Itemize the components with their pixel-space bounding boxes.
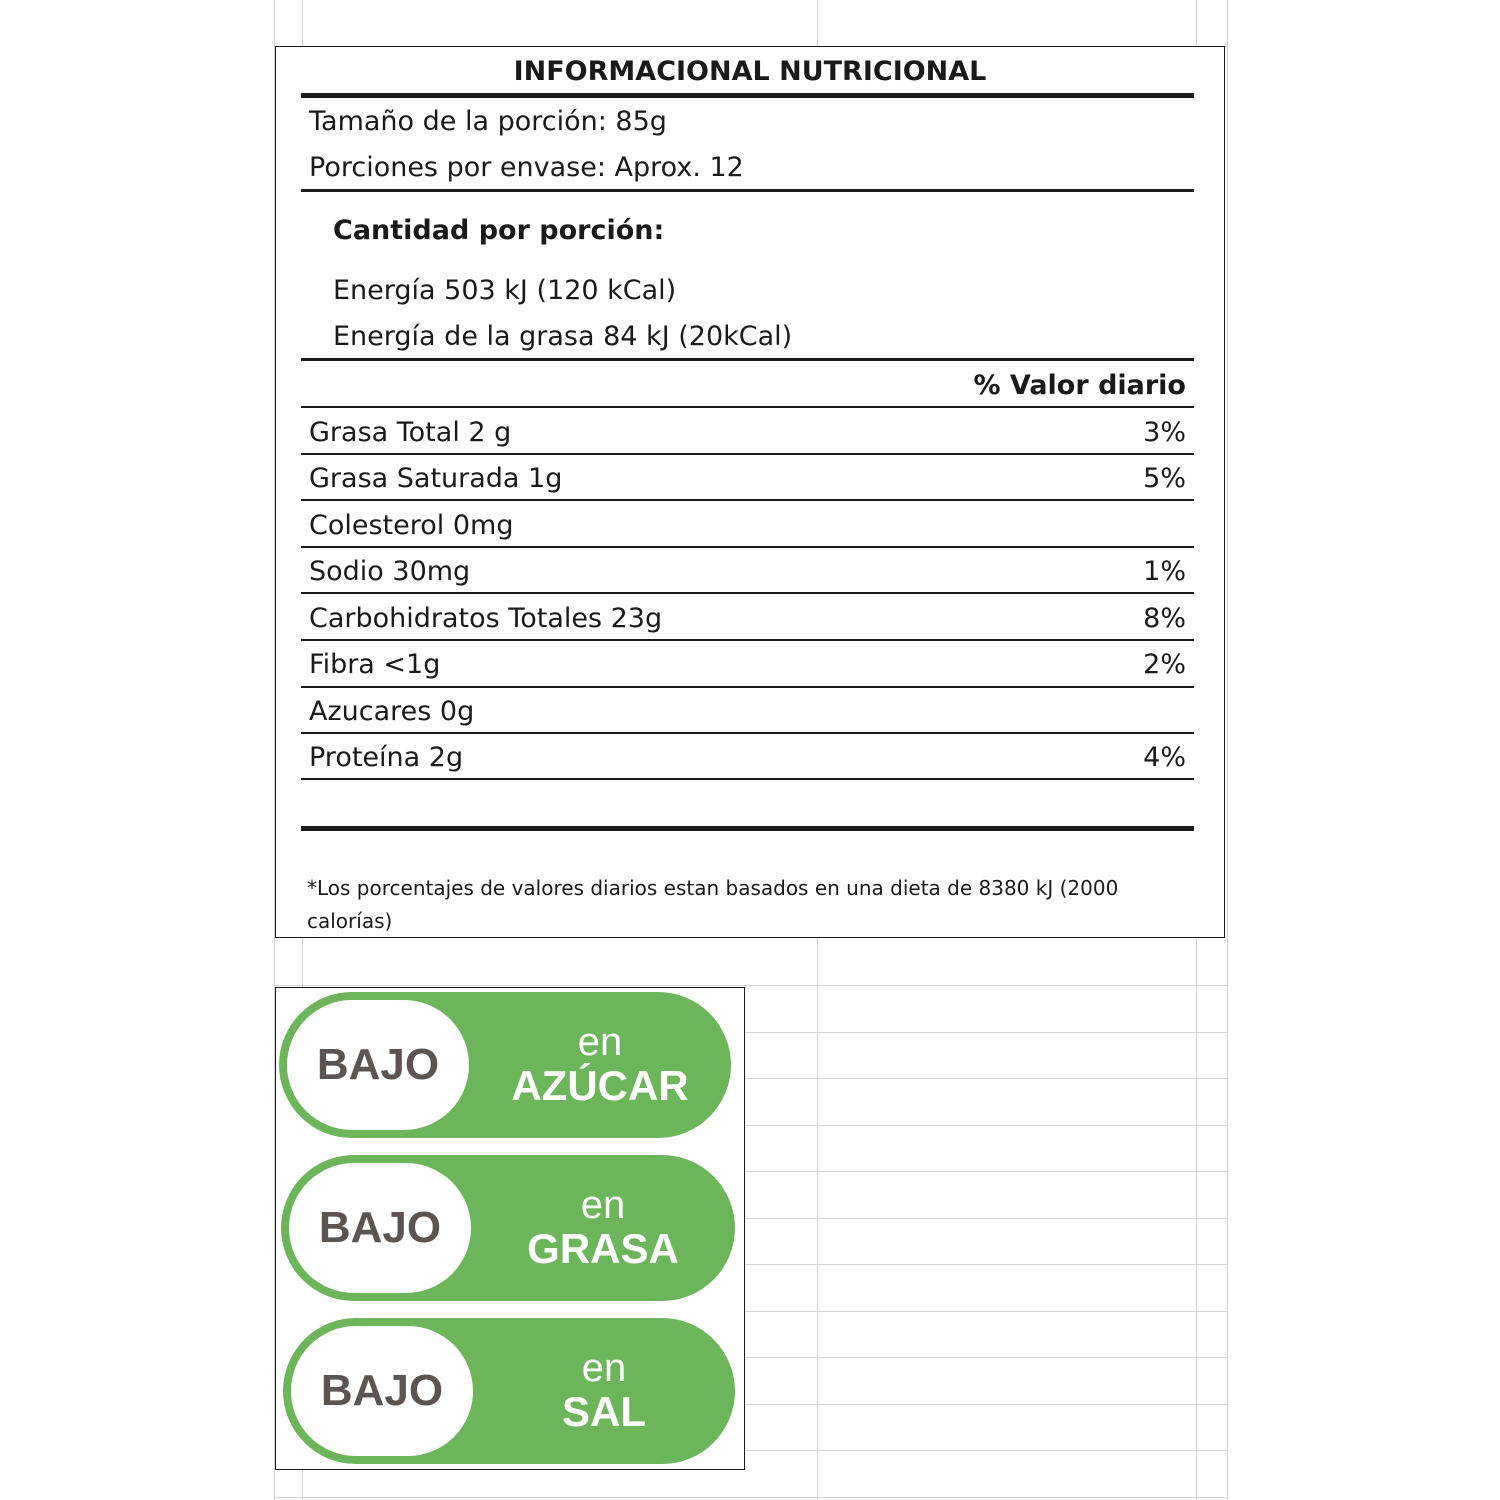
footnote: *Los porcentajes de valores diarios estan basados en una dieta de 8380 kJ (2000 calorías): [307, 876, 1119, 933]
row-rule: [301, 453, 1194, 455]
row-rule: [301, 778, 1194, 780]
badge-subject-label: GRASA: [527, 1225, 679, 1272]
nutrient-daily-value: 8%: [1143, 603, 1186, 634]
badge-bajo-label: BAJO: [320, 1366, 444, 1415]
nutrient-daily-value: 4%: [1143, 742, 1186, 773]
thick-rule: [301, 826, 1194, 831]
row-rule: [301, 592, 1194, 594]
nutrient-name: Fibra <1g: [309, 649, 441, 680]
nutrient-name: Colesterol 0mg: [309, 510, 514, 541]
badge-en-label: en: [577, 1020, 623, 1064]
nutrient-daily-value: 3%: [1143, 417, 1186, 448]
badge-pill: [287, 1000, 469, 1130]
badge-right: [469, 992, 731, 1138]
nutrient-name: Grasa Saturada 1g: [309, 463, 563, 494]
badge-subject-label: AZÚCAR: [511, 1062, 689, 1109]
nutrient-daily-value: 5%: [1143, 463, 1186, 494]
section-rule: [301, 189, 1194, 192]
low-fat-badge: [281, 1155, 735, 1301]
row-rule: [301, 732, 1194, 734]
row-rule: [301, 406, 1194, 408]
badge-en-label: en: [580, 1183, 626, 1227]
nutrient-daily-value: 1%: [1143, 556, 1186, 587]
serving-size: Tamaño de la porción: 85g: [309, 106, 667, 137]
badge-subject-label: SAL: [562, 1388, 646, 1435]
badge-right: [471, 1155, 735, 1301]
row-rule: [301, 639, 1194, 641]
nutrient-name: Grasa Total 2 g: [309, 417, 512, 448]
nutrient-name: Carbohidratos Totales 23g: [309, 603, 663, 634]
row-rule: [301, 686, 1194, 688]
badge-bajo-label: BAJO: [318, 1203, 442, 1252]
low-salt-badge: [283, 1318, 735, 1464]
energy-row: Energía 503 kJ (120 kCal): [333, 275, 677, 306]
amount-per-serving: Cantidad por porción:: [333, 215, 665, 246]
daily-value-header: % Valor diario: [973, 370, 1186, 401]
nutrient-name: Sodio 30mg: [309, 556, 471, 587]
nutrient-name: Azucares 0g: [309, 696, 475, 727]
badge-bajo-label: BAJO: [316, 1040, 440, 1089]
thick-rule: [301, 93, 1194, 98]
servings-per-container: Porciones por envase: Aprox. 12: [309, 152, 744, 183]
row-rule: [301, 546, 1194, 548]
label-title: INFORMACIONAL NUTRICIONAL: [513, 56, 987, 87]
nutrient-name: Proteína 2g: [309, 742, 464, 773]
section-rule: [301, 358, 1194, 361]
badge-pill: [289, 1163, 471, 1293]
row-rule: [301, 499, 1194, 501]
badge-right: [473, 1318, 735, 1464]
badge-en-label: en: [581, 1346, 627, 1390]
nutrient-daily-value: 2%: [1143, 649, 1186, 680]
energy-from-fat-row: Energía de la grasa 84 kJ (20kCal): [333, 321, 793, 352]
low-sugar-badge: [279, 992, 731, 1138]
badge-pill: [291, 1326, 473, 1456]
